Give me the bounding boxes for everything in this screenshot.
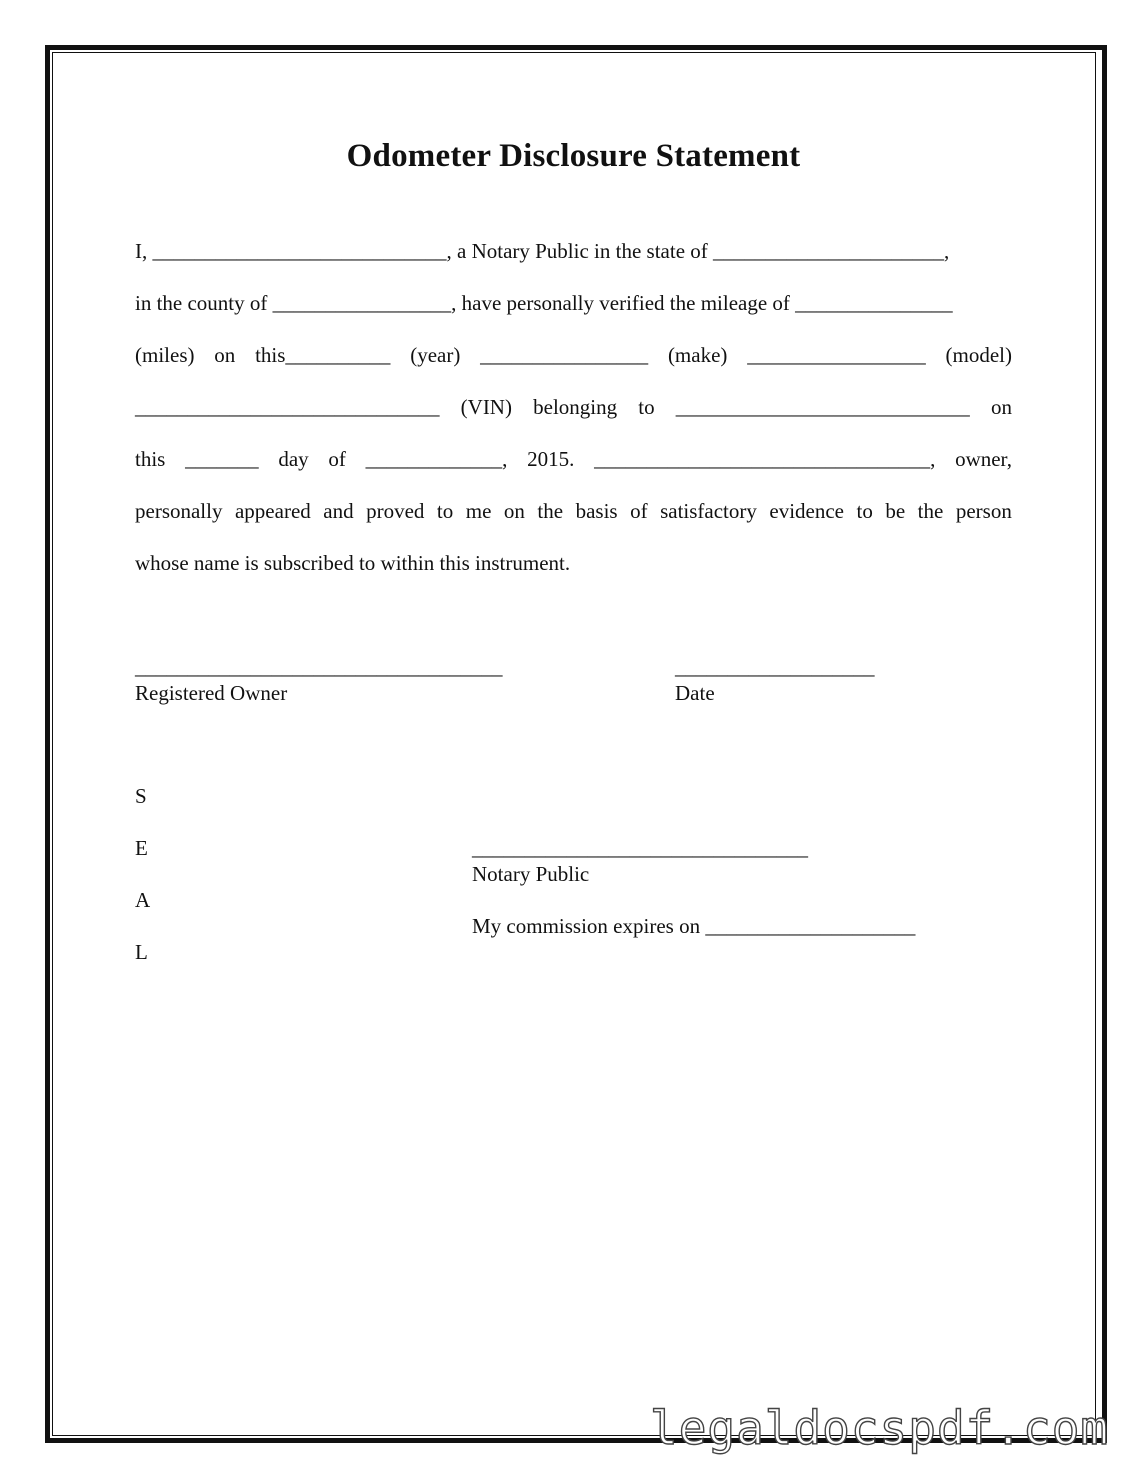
word: proved (366, 499, 425, 523)
word: on (990, 395, 1012, 419)
word: (model) (945, 343, 1012, 367)
seal-letter-s: S (135, 784, 147, 808)
statement-line-5 (135, 446, 1012, 472)
word: me (465, 499, 492, 523)
word: to (856, 499, 873, 523)
word: belonging (533, 395, 618, 419)
word: person (955, 499, 1012, 523)
statement-line-3 (135, 342, 1012, 368)
statement-line-4 (135, 394, 1012, 420)
notary-signature-label: Notary Public (472, 862, 590, 886)
word: on (503, 499, 525, 523)
word: _________________ (747, 343, 926, 367)
word: the (537, 499, 564, 523)
word: day (278, 447, 309, 471)
word: satisfactory (660, 499, 757, 523)
word: appeared (234, 499, 311, 523)
word: (year) (410, 343, 461, 367)
date-signature-line: ___________________ (675, 655, 875, 679)
word: this__________ (255, 343, 391, 367)
word: (make) (667, 343, 728, 367)
word: of (630, 499, 648, 523)
seal-letter-l: L (135, 940, 148, 964)
owner-signature-label: Registered Owner (135, 681, 288, 705)
word: (VIN) (460, 395, 512, 419)
statement-line-1: I, ____________________________, a Notary Public in the state of ______________________, (135, 239, 950, 263)
date-signature-label: Date (675, 681, 715, 705)
word: this (135, 447, 166, 471)
word: ________________________________, (594, 447, 936, 471)
word: 2015. (527, 447, 575, 471)
word: of (328, 447, 346, 471)
statement-line-7: whose name is subscribed to within this instrument. (135, 551, 571, 575)
word: on (214, 343, 236, 367)
word: ________________ (480, 343, 649, 367)
word: evidence (769, 499, 844, 523)
statement-line-6 (135, 498, 1012, 524)
word: ____________________________ (675, 395, 970, 419)
seal-letter-a: A (135, 888, 151, 912)
word: the (917, 499, 944, 523)
word: (miles) (135, 343, 195, 367)
statement-line-2: in the county of _________________, have personally verified the mileage of _______________ (135, 291, 953, 315)
owner-signature-line: ___________________________________ (135, 655, 503, 679)
word: to (638, 395, 655, 419)
word: owner, (955, 447, 1012, 471)
document-title: Odometer Disclosure Statement (346, 138, 801, 174)
commission-expiration: My commission expires on ____________________ (472, 914, 916, 938)
word: _____________________________ (135, 395, 440, 419)
word: to (436, 499, 454, 523)
word: and (323, 499, 354, 523)
word: _______ (185, 447, 259, 471)
word: be (885, 499, 906, 523)
word: basis (575, 499, 618, 523)
notary-signature-line: ________________________________ (472, 836, 808, 860)
word: personally (135, 499, 223, 523)
word: _____________, (365, 447, 508, 471)
site-watermark: legaldocspdf.com (650, 1401, 1110, 1455)
seal-letter-e: E (135, 836, 148, 860)
